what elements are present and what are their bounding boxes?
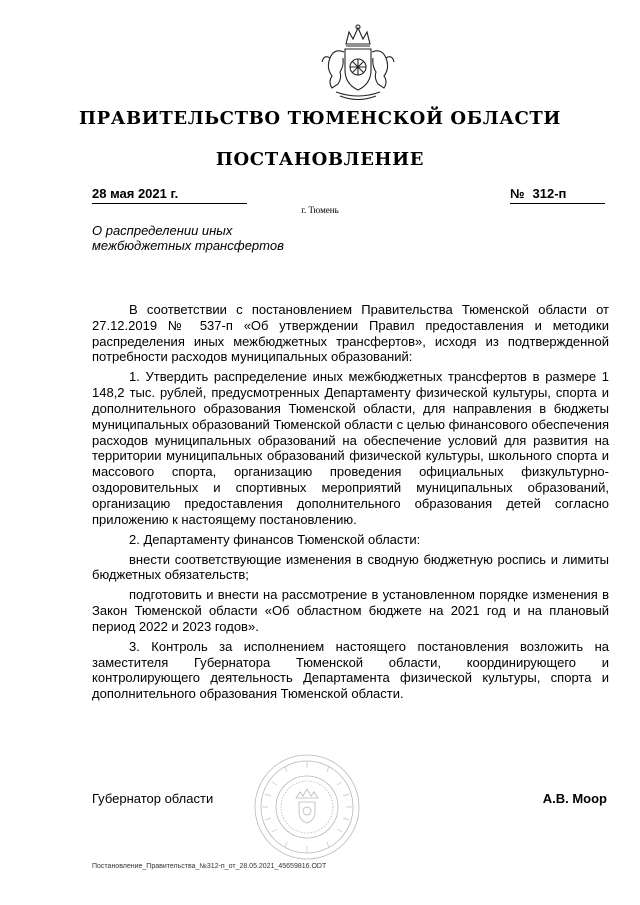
body-paragraph-item-2-a: внести соответствующие изменения в сводную бюджетную роспись и лимиты бюджетных обязательств;: [92, 551, 609, 583]
document-number: [510, 186, 605, 204]
footer-filename: Постановление_Правительства_№312-п_от_28.05.2021_45659816.ODT: [92, 863, 327, 870]
body-paragraph-item-1: 1. Утвердить распределение иных межбюджетных трансфертов в размере 1 148,2 тыс. рублей, предусмотренных Департаменту физической культуры, спорта и дополнительного образования Тюменской области, для направления в бюджеты муниципальных образований Тюменской области с целью финансового обеспечения расходов муниципальных образований на обеспечение условий для развития на территории муниципальных образований физической культуры, школьного спорта и массового спорта, организацию проведения официальных физкультурно-оздоровительных и спортивных мероприятий муниципальных образований, организацию предоставления дополнительного образования детей согласно приложению к настоящему постановлению.: [92, 369, 609, 527]
document-body: [92, 302, 609, 706]
document-type-title: ПОСТАНОВЛЕНИЕ: [215, 149, 425, 170]
number-sign: №: [510, 186, 525, 201]
document-subject: [92, 223, 352, 253]
document-date: 28 мая 2021 г.: [92, 186, 247, 204]
subject-line-2: межбюджетных трансфертов: [92, 238, 284, 253]
official-seal-stamp: [252, 752, 362, 862]
signer-role: Губернатор области: [92, 791, 214, 806]
body-paragraph-item-2-b: подготовить и внести на рассмотрение в установленном порядке изменения в Закон Тюменской области «Об областном бюджете на 2021 год и на плановый период 2022 и 2023 годов».: [92, 587, 609, 634]
body-paragraph-item-2: 2. Департаменту финансов Тюменской области:: [129, 531, 421, 547]
signer-name: А.В. Моор: [542, 791, 607, 806]
government-title: ПРАВИТЕЛЬСТВО ТЮМЕНСКОЙ ОБЛАСТИ: [78, 108, 561, 129]
body-paragraph-preamble: В соответствии с постановлением Правительства Тюменской области от 27.12.2019 № 537-п «Об утверждении Правил предоставления и методики распределения иных межбюджетных трансфертов», исходя из подтвержденной потребности расходов муниципальных образований:: [92, 302, 609, 365]
coat-of-arms-icon: [316, 22, 400, 106]
body-paragraph-item-3: 3. Контроль за исполнением настоящего постановления возложить на заместителя Губернатора Тюменской области, координирующего и контролирующего деятельность Департамента физической культуры, спорта и дополнительного образования Тюменской области.: [92, 638, 609, 702]
city-label: г. Тюмень: [301, 205, 339, 215]
subject-line-1: О распределении иных: [92, 223, 233, 238]
number-value: 312-п: [532, 186, 567, 201]
